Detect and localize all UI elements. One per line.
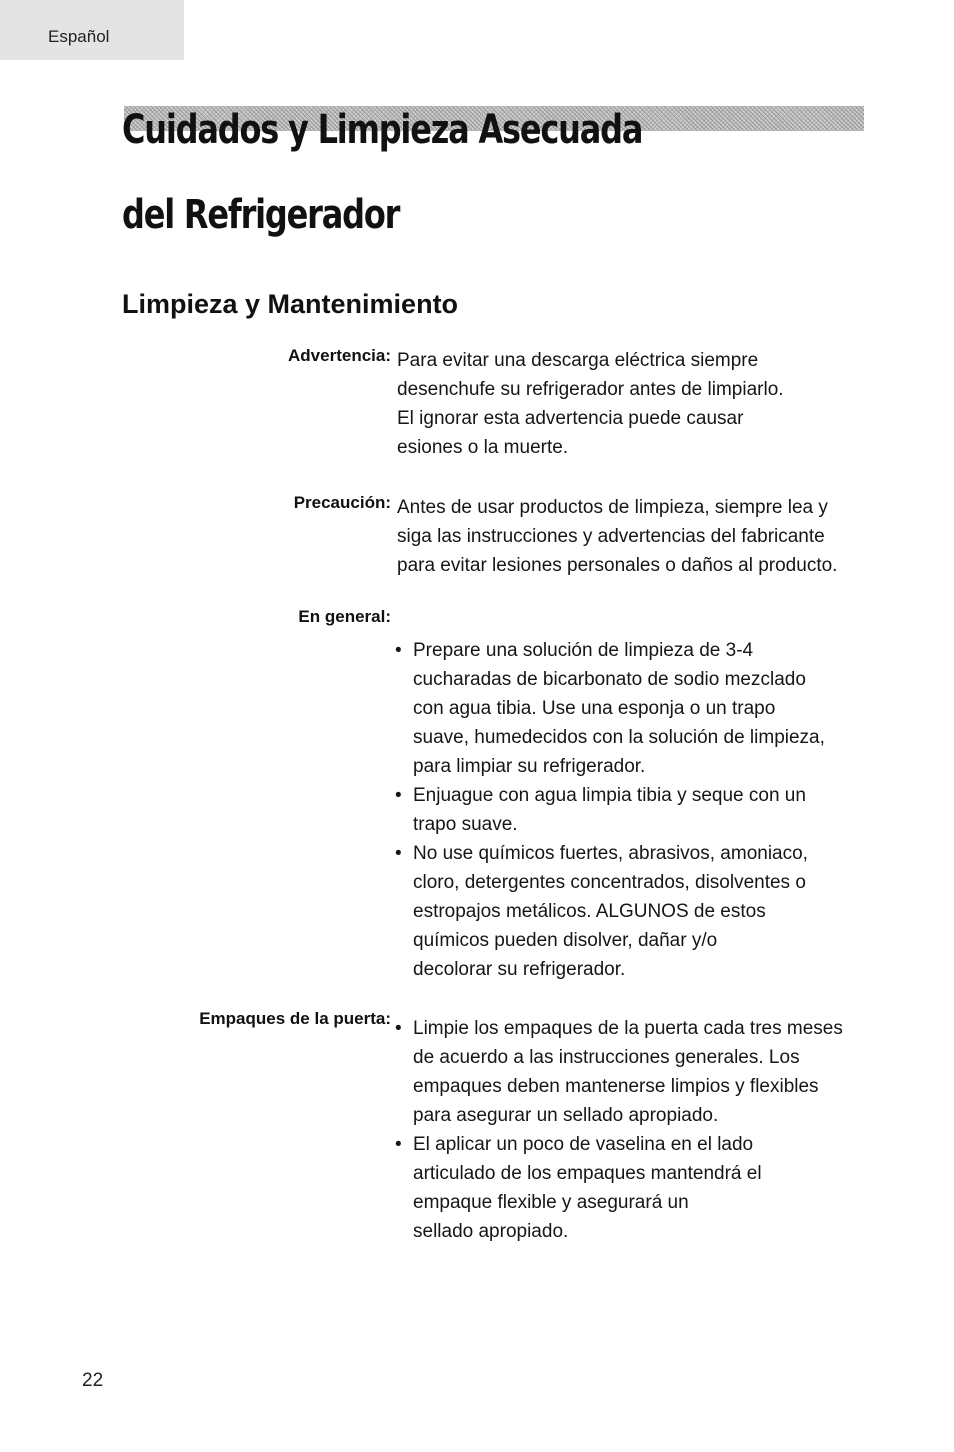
warning-line: desenchufe su refrigerador antes de limpiarlo. xyxy=(397,379,784,400)
section-heading: Limpieza y Mantenimiento xyxy=(122,289,459,319)
list-item xyxy=(395,1014,865,1130)
list-item-line: empaques deben mantenerse limpios y flexibles xyxy=(413,1076,819,1097)
list-item-line: Prepare una solución de limpieza de 3-4 xyxy=(413,640,754,661)
list-item-line: cucharadas de bicarbonato de sodio mezclado xyxy=(413,669,806,690)
general-bullet-list xyxy=(395,636,865,984)
list-item xyxy=(395,1130,865,1246)
list-item-line: Limpie los empaques de la puerta cada tres meses xyxy=(413,1018,843,1039)
language-tab xyxy=(0,0,184,60)
page-number: 22 xyxy=(82,1370,104,1391)
list-item-line: para asegurar un sellado apropiado. xyxy=(413,1105,719,1126)
list-item-line: de acuerdo a las instrucciones generales. Los xyxy=(413,1047,800,1068)
door-gaskets-bullet-list xyxy=(395,1014,865,1246)
list-item-line: No use químicos fuertes, abrasivos, amoniaco, xyxy=(413,843,808,864)
caution-line: siga las instrucciones y advertencias del fabricante xyxy=(397,526,825,547)
warning-line: Para evitar una descarga eléctrica siempre xyxy=(397,350,759,371)
bullet-icon: • xyxy=(395,843,402,864)
page-title-line-2: del Refrigerador xyxy=(122,192,400,238)
list-item-line: químicos pueden disolver, dañar y/o xyxy=(413,930,718,951)
list-item-line: El aplicar un poco de vaselina en el lado xyxy=(413,1134,754,1155)
general-label: En general: xyxy=(298,607,391,626)
list-item xyxy=(395,636,865,781)
warning-line: El ignorar esta advertencia puede causar xyxy=(397,408,744,429)
list-item xyxy=(395,839,865,984)
list-item-line: decolorar su refrigerador. xyxy=(413,959,626,980)
list-item-line: cloro, detergentes concentrados, disolventes o xyxy=(413,872,806,893)
warning-label: Advertencia: xyxy=(288,346,391,365)
page-title-line-1: Cuidados y Limpieza Asecuada xyxy=(122,107,643,153)
bullet-icon: • xyxy=(395,1018,402,1039)
list-item-line: empaque flexible y asegurará un xyxy=(413,1192,689,1213)
warning-line: esiones o la muerte. xyxy=(397,437,569,458)
list-item-line: suave, humedecidos con la solución de limpieza, xyxy=(413,727,825,748)
list-item-line: trapo suave. xyxy=(413,814,518,835)
warning-text xyxy=(397,346,867,462)
list-item-line: articulado de los empaques mantendrá el xyxy=(413,1163,762,1184)
door-gaskets-label: Empaques de la puerta: xyxy=(199,1009,391,1028)
bullet-icon: • xyxy=(395,640,402,661)
bullet-icon: • xyxy=(395,785,402,806)
caution-line: Antes de usar productos de limpieza, siempre lea y xyxy=(397,497,828,518)
caution-line: para evitar lesiones personales o daños al producto. xyxy=(397,555,838,576)
list-item-line: Enjuague con agua limpia tibia y seque con un xyxy=(413,785,806,806)
caution-label: Precaución: xyxy=(293,493,391,512)
bullet-icon: • xyxy=(395,1134,402,1155)
list-item-line: para limpiar su refrigerador. xyxy=(413,756,646,777)
list-item xyxy=(395,781,865,839)
caution-text xyxy=(397,493,867,580)
list-item-line: con agua tibia. Use una esponja o un trapo xyxy=(413,698,776,719)
list-item-line: estropajos metálicos. ALGUNOS de estos xyxy=(413,901,766,922)
language-tab-label: Español xyxy=(48,27,110,46)
list-item-line: sellado apropiado. xyxy=(413,1221,569,1242)
